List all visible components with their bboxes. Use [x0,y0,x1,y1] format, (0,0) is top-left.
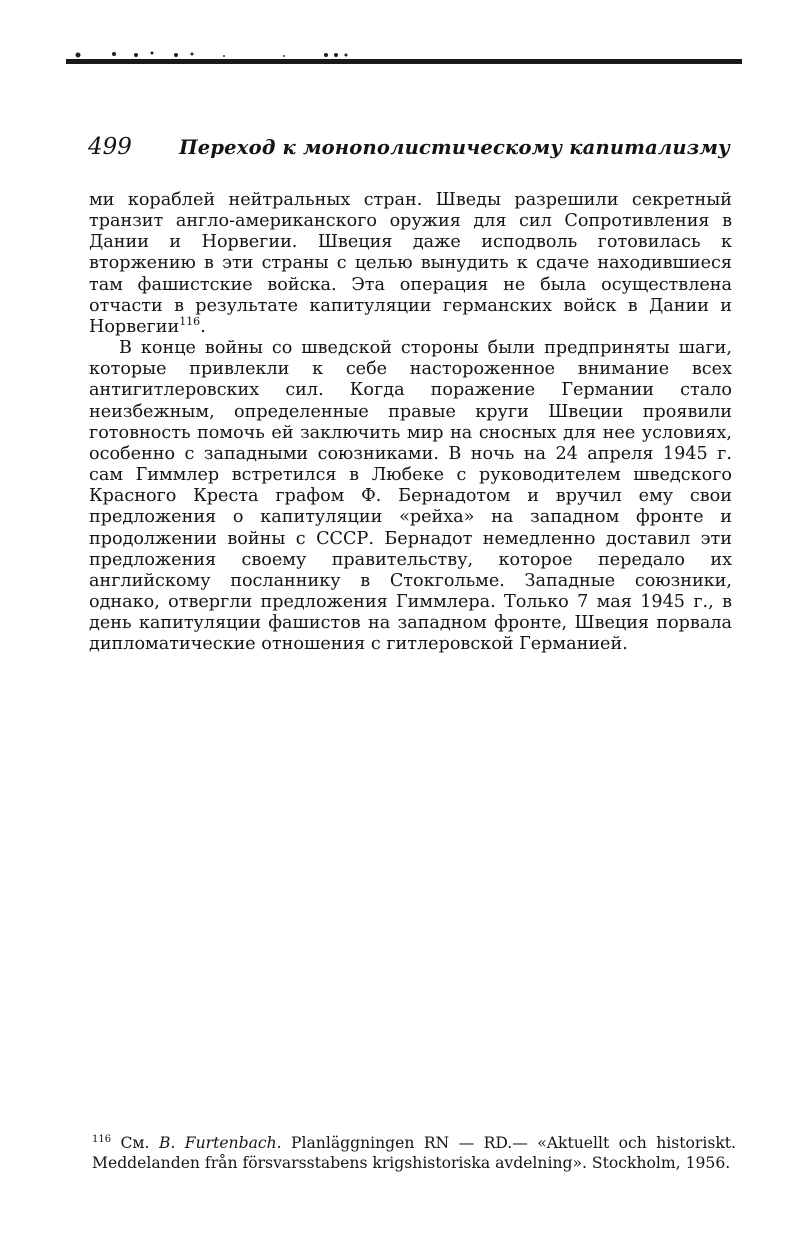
footnote-text: Planläggningen RN — RD.— «Aktuellt och historiskt. Meddelanden från försvarsstabens krigshistoriska avdelning». Stockholm, 1956. [92,1134,736,1172]
print-specks [74,48,374,58]
page-header [88,134,730,164]
footnote-author: B. Furtenbach. [158,1134,282,1152]
page-number: 499 [88,134,132,160]
paragraph [89,190,732,338]
footnote-reference: 116 [179,315,201,329]
paragraph-end: . [200,316,206,337]
running-title: Переход к монополистическому капитализму [179,136,730,159]
main-text [89,190,732,655]
footnote-prefix: См. [120,1134,150,1152]
footnote-number: 116 [92,1133,112,1145]
header-rule [66,59,742,64]
paragraph-text: ми кораблей нейтральных стран. Шведы разрешили секретный транзит англо-американского оружия для сил Сопротивления в Дании и Норвегии. Швеция даже исподволь готовилась к вторжению в эти страны с целью вынудить к сдаче находившиеся там фашистские войска. Эта операция не была осуществлена отчасти в результате капитуляции германских войск в Дании и Норвегии [89,190,732,337]
paragraph: В конце войны со шведской стороны были предприняты шаги, которые привлекли к себе настороженное внимание всех антигитлеровских сил. Когда поражение Германии стало неизбежным, определенные правые круги Швеции проявили готовность помочь ей заключить мир на сносных для нее условиях, особенно с западными союзниками. В ночь на 24 апреля 1945 г. сам Гиммлер встретился в Любеке с руководителем шведского Красного Креста графом Ф. Бернадотом и вручил ему свои предложения о капитуляции «рейха» на западном фронте и продолжении войны с СССР. Бернадот немедленно доставил эти предложения своему правительству, которое передало их английскому посланнику в Стокгольме. Западные союзники, однако, отвергли предложения Гиммлера. Только 7 мая 1945 г., в день капитуляции фашистов на западном фронте, Швеция порвала дипломатические отношения с гитлеровской Германией. [89,338,732,655]
footnote [92,1133,736,1173]
